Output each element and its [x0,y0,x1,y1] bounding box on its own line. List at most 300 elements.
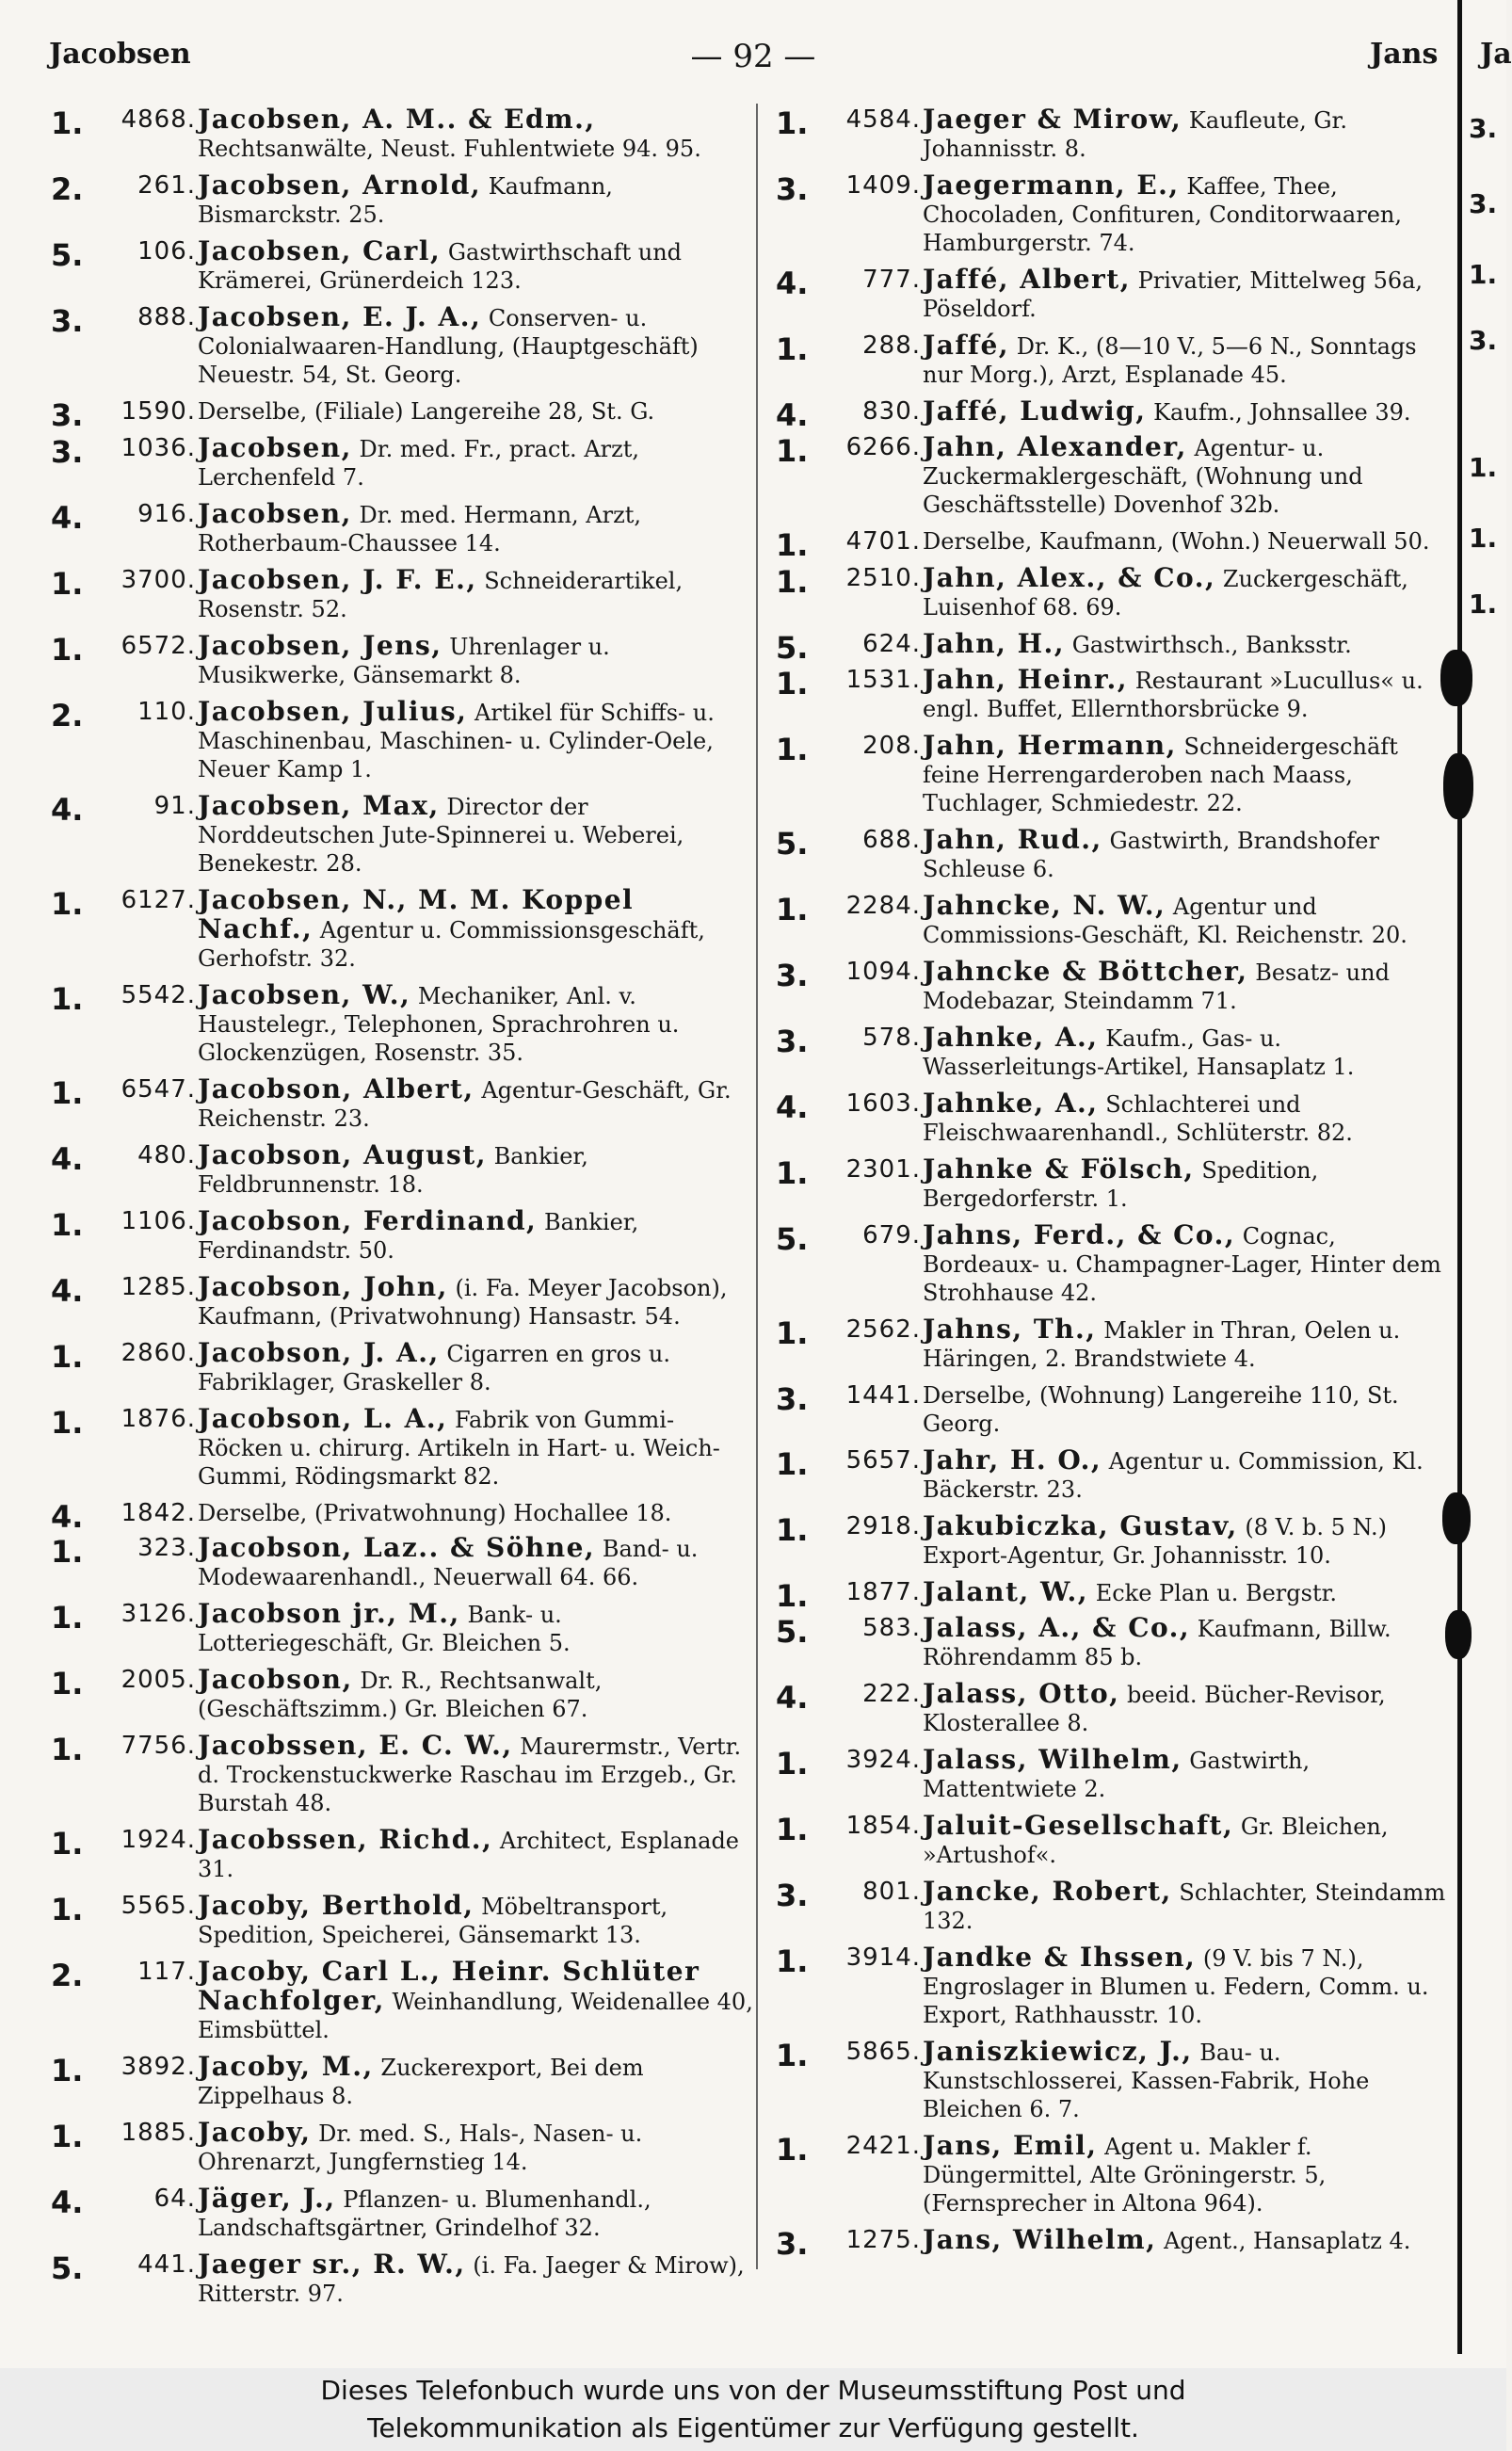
directory-entry [770,628,1457,666]
directory-entry [770,1381,1457,1438]
subscriber-details: Privatier, Mittelweg 56a, Pöseldorf. [923,267,1424,322]
subscriber-details: Agent u. Makler f. Düngermittel, Alte Gröningerstr. 5, (Fernsprecher in Altona 964). [923,2134,1327,2217]
telephone-number: 110. [137,698,196,726]
subscriber-details: Kaufleute, Gr. Johannisstr. 8. [923,107,1348,162]
subscriber-name: Jacobsen, Julius, [198,696,468,727]
exchange-district-number: 5. [776,630,809,666]
directory-entry [770,1315,1457,1373]
subscriber-details: (i. Fa. Meyer Jacobson), Kaufmann, (Privatwohnung) Hansastr. 54. [198,1275,728,1330]
telephone-number: 830. [862,397,921,426]
directory-entry [45,303,753,389]
subscriber-details: Band- u. Modewaarenhandl., Neuerwall 64. 66. [198,1536,699,1590]
subscriber-name: Jalass, Otto, [923,1678,1120,1709]
subscriber-name: Jandke & Ihssen, [923,1942,1197,1973]
directory-entry [770,1155,1457,1213]
telephone-number: 1885. [121,2119,196,2147]
directory-entry [45,1958,753,2044]
telephone-number: 91. [153,792,196,820]
exchange-district-number: 1. [51,981,84,1017]
directory-entry [770,2224,1457,2262]
subscriber-details: Agentur und Commissions-Geschäft, Kl. Reichenstr. 20. [923,894,1407,948]
telephone-number: 2284. [845,892,921,920]
subscriber-name: Jacobsen, E. J. A., [198,301,482,332]
subscriber-name: Jacoby, [198,2117,312,2148]
directory-entry [45,1892,753,1949]
subscriber-details: Pflanzen- u. Blumenhandl., Landschaftsgärtner, Grindelhof 32. [198,2186,651,2241]
subscriber-details: (8 V. b. 5 N.) Export-Agentur, Gr. Johannisstr. 10. [923,1514,1387,1569]
directory-entry [770,1576,1457,1614]
subscriber-details: Gr. Bleichen, »Artushof«. [923,1814,1389,1868]
exchange-district-number: 1. [51,2053,84,2088]
subscriber-details: Maurermstr., Vertr. d. Trockenstuckwerke Raschau im Erzgeb., Gr. Burstah 48. [198,1733,742,1816]
exchange-district-number: 1. [776,564,809,600]
directory-entry [770,1680,1457,1737]
subscriber-details: Restaurant »Lucullus« u. engl. Buffet, Ellernthorsbrücke 9. [923,668,1424,722]
exchange-district-number: 4. [51,792,84,828]
subscriber-details: Gastwirthsch., Banksstr. [1071,632,1352,658]
subscriber-details: (i. Fa. Jaeger & Mirow), Ritterstr. 97. [198,2252,745,2307]
subscriber-name: Jaeger & Mirow, [923,104,1182,135]
running-head-left: Jacobsen [49,38,191,71]
margin-digit: 3. [1469,113,1498,144]
exchange-district-number: 1. [776,527,809,563]
telephone-number: 3700. [121,566,196,594]
exchange-district-number: 3. [776,171,809,207]
subscriber-name: Jahns, Th., [923,1314,1097,1345]
subscriber-details: Makler in Thran, Oelen u. Häringen, 2. Brandstwiete 4. [923,1317,1401,1372]
exchange-district-number: 3. [776,1878,809,1913]
telephone-number: 7756. [121,1732,196,1760]
directory-entry [770,171,1457,257]
telephone-number: 583. [862,1614,921,1642]
subscriber-name: Jancke, Robert, [923,1876,1172,1907]
subscriber-details: Möbeltransport, Spedition, Speicherei, Gänsemarkt 13. [198,1894,668,1948]
exchange-district-number: 3. [776,2226,809,2262]
subscriber-name: Jacobssen, Richd., [198,1824,493,1855]
subscriber-details: Zuckerexport, Bei dem Zippelhaus 8. [198,2055,644,2109]
subscriber-name: Jaffé, Ludwig, [923,395,1147,427]
directory-entry [45,1405,753,1491]
directory-entry [45,2250,753,2308]
telephone-number: 679. [862,1221,921,1250]
subscriber-name: Jaeger sr., R. W., [198,2249,466,2280]
margin-digit: 1. [1469,589,1498,620]
telephone-number: 1036. [121,434,196,462]
directory-entry [45,632,753,689]
telephone-number: 1409. [845,171,921,200]
telephone-number: 688. [862,826,921,854]
page-number: — 92 — [690,38,816,75]
subscriber-name: Jahr, H. O., [923,1444,1102,1475]
telephone-number: 2301. [845,1155,921,1184]
subscriber-name: Jalass, Wilhelm, [923,1744,1182,1775]
subscriber-details: Schlachterei und Fleischwaarenhandl., Schlüterstr. 82. [923,1091,1353,1146]
subscriber-name: Jacobsen, Jens, [198,630,442,661]
page-edge-line [1457,0,1462,2354]
exchange-district-number: 5. [776,826,809,862]
subscriber-name: Jacobsen, A. M.. & Edm., [198,104,596,135]
subscriber-name: Jacoby, M., [198,2051,374,2082]
directory-entry [770,2038,1457,2123]
subscriber-name: Jacobsen, [198,498,352,529]
directory-entry [770,105,1457,163]
subscriber-details: Kaufmann, Bismarckstr. 25. [198,173,613,228]
telephone-number: 578. [862,1024,921,1052]
directory-entry [45,1732,753,1817]
subscriber-name: Jaegermann, E., [923,169,1180,201]
subscriber-details: beeid. Bücher-Revisor, Klosterallee 8. [923,1682,1386,1736]
directory-entry [45,886,753,973]
subscriber-name: Jahn, Alex., & Co., [923,562,1216,593]
telephone-number: 5542. [121,981,196,1009]
directory-entry [45,1207,753,1265]
subscriber-name: Janiszkiewicz, J., [923,2036,1193,2067]
exchange-district-number: 1. [776,1315,809,1351]
telephone-number: 3914. [845,1943,921,1972]
exchange-district-number: 5. [776,1614,809,1650]
subscriber-details: Dr. med. Hermann, Arzt, Rotherbaum-Chaussee 14. [198,502,642,556]
exchange-district-number: 1. [776,666,809,701]
exchange-district-number: 4. [776,1089,809,1125]
subscriber-details: Fabrik von Gummi-Röcken u. chirurg. Artikeln in Hart- u. Weich-Gummi, Rödingsmarkt 82. [198,1407,720,1490]
subscriber-name: Jahn, Alexander, [923,431,1187,462]
telephone-number: 2562. [845,1315,921,1344]
directory-entry [45,1826,753,1883]
telephone-number: 1877. [845,1578,921,1606]
exchange-district-number: 5. [51,2250,84,2286]
telephone-number: 1876. [121,1405,196,1433]
subscriber-details: Rechtsanwälte, Neust. Fuhlentwiete 94. 95. [198,136,701,162]
directory-entry [770,1614,1457,1671]
exchange-district-number: 1. [51,1892,84,1927]
telephone-number: 2421. [845,2132,921,2160]
subscriber-details: Gastwirth, Mattentwiete 2. [923,1748,1311,1802]
subscriber-name: Jahncke, N. W., [923,890,1166,921]
subscriber-details: Director der Norddeutschen Jute-Spinnerei u. Weberei, Benekestr. 28. [198,794,684,877]
directory-entry [770,1746,1457,1803]
exchange-district-number: 1. [51,2119,84,2154]
subscriber-details: Spedition, Bergedorferstr. 1. [923,1157,1319,1212]
subscriber-details: Agentur-Geschäft, Gr. Reichenstr. 23. [198,1077,732,1132]
subscriber-details: (9 V. bis 7 N.), Engroslager in Blumen u. Federn, Comm. u. Export, Rathhausstr. 10. [923,1945,1429,2028]
ink-blot [1445,1610,1472,1659]
directory-entry [770,331,1457,389]
telephone-number: 888. [137,303,196,331]
directory-entry [770,666,1457,723]
exchange-district-number: 1. [51,105,84,141]
exchange-district-number: 1. [51,1405,84,1441]
exchange-district-number: 5. [776,1221,809,1257]
exchange-district-number: 3. [51,303,84,339]
subscriber-details: Dr. med. S., Hals-, Nasen- u. Ohrenarzt, Jungfernstieg 14. [198,2120,643,2175]
footer-line-2: Telekommunikation als Eigentümer zur Verfügung gestellt. [367,2412,1139,2443]
subscriber-name: Jacobson, L. A., [198,1403,448,1434]
subscriber-details: Agentur u. Commission, Kl. Bäckerstr. 23. [923,1448,1424,1503]
exchange-district-number: 1. [776,1155,809,1191]
subscriber-details: Zuckergeschäft, Luisenhof 68. 69. [923,566,1408,621]
telephone-number: 1106. [121,1207,196,1235]
directory-entry [770,1089,1457,1147]
subscriber-details: Bank- u. Lotteriegeschäft, Gr. Bleichen 5. [198,1602,571,1656]
subscriber-details: Mechaniker, Anl. v. Haustelegr., Telephonen, Sprachrohren u. Glockenzügen, Rosenstr. 35. [198,983,680,1066]
telephone-number: 624. [862,630,921,658]
exchange-district-number: 3. [51,434,84,470]
exchange-district-number: 1. [51,632,84,668]
telephone-number: 1842. [121,1499,196,1527]
subscriber-details: Conserven- u. Colonialwaaren-Handlung, (Hauptgeschäft) Neuestr. 54, St. Georg. [198,305,699,388]
subscriber-name: Jahn, Heinr., [923,664,1129,695]
telephone-number: 1603. [845,1089,921,1118]
directory-entry [770,1943,1457,2029]
subscriber-details: Bankier, Feldbrunnenstr. 18. [198,1143,588,1198]
exchange-district-number: 4. [51,1499,84,1535]
subscriber-details: Weinhandlung, Weidenallee 40, Eimsbüttel. [198,1989,753,2043]
exchange-district-number: 1. [51,1600,84,1636]
directory-entry [770,1878,1457,1935]
subscriber-name: Jacobssen, E. C. W., [198,1730,513,1761]
subscriber-name: Jahn, H., [923,628,1066,659]
exchange-district-number: 1. [51,1207,84,1243]
subscriber-details: Bankier, Ferdinandstr. 50. [198,1209,639,1264]
exchange-district-number: 2. [51,1958,84,1993]
telephone-number: 3924. [845,1746,921,1774]
subscriber-name: Jalant, W., [923,1576,1089,1607]
exchange-district-number: 1. [776,892,809,927]
subscriber-name: Jahns, Ferd., & Co., [923,1219,1236,1250]
directory-entry [770,433,1457,519]
telephone-number: 4701. [845,527,921,556]
exchange-district-number: 1. [776,433,809,469]
telephone-number: 64. [153,2185,196,2213]
margin-digit: 1. [1469,259,1498,290]
exchange-district-number: 4. [776,266,809,301]
subscriber-details: Schlachter, Steindamm 132. [923,1879,1446,1934]
directory-entry [45,2053,753,2110]
footer-line-1: Dieses Telefonbuch wurde uns von der Museumsstiftung Post und [320,2375,1186,2406]
telephone-number: 4584. [845,105,921,134]
subscriber-details: Kaufmann, Billw. Röhrendamm 85 b. [923,1616,1391,1670]
exchange-district-number: 1. [51,566,84,602]
directory-entry [770,1221,1457,1307]
subscriber-details: Derselbe, (Privatwohnung) Hochallee 18. [198,1500,672,1526]
subscriber-name: Jahn, Rud., [923,824,1102,855]
telephone-number: 1441. [845,1381,921,1410]
telephone-number: 480. [137,1141,196,1169]
subscriber-name: Jans, Wilhelm, [923,2224,1157,2255]
subscriber-details: Kaufm., Johnsallee 39. [1153,399,1411,426]
subscriber-details: Agentur u. Commissionsgeschäft, Gerhofstr. 32. [198,917,705,972]
exchange-district-number: 1. [776,2038,809,2073]
telephone-number: 261. [137,171,196,200]
subscriber-details: Bau- u. Kunstschlosserei, Kassen-Fabrik, Hohe Bleichen 6. 7. [923,2040,1370,2122]
subscriber-name: Jacobsen, Max, [198,790,440,821]
telephone-number: 6266. [845,433,921,461]
directory-entry [45,1339,753,1396]
subscriber-details: Derselbe, (Filiale) Langereihe 28, St. G. [198,398,655,425]
subscriber-name: Jacobsen, [198,432,352,463]
directory-entry [45,171,753,229]
exchange-district-number: 1. [776,1446,809,1482]
directory-entry [45,1075,753,1133]
telephone-number: 1924. [121,1826,196,1854]
subscriber-name: Jacobson, J. A., [198,1337,440,1368]
subscriber-details: Schneidergeschäft feine Herrengarderoben nach Maass, Tuchlager, Schmiedestr. 22. [923,734,1398,816]
subscriber-name: Jacobsen, W., [198,979,411,1010]
telephone-number: 4868. [121,105,196,134]
directory-entry [45,397,753,433]
subscriber-details: Derselbe, Kaufmann, (Wohn.) Neuerwall 50. [923,528,1430,555]
directory-entry [45,792,753,878]
subscriber-details: Ecke Plan u. Bergstr. [1095,1580,1338,1606]
subscriber-name: Jahnke, A., [923,1088,1099,1119]
exchange-district-number: 1. [776,1812,809,1847]
directory-entry [770,1024,1457,1081]
telephone-number: 288. [862,331,921,360]
telephone-number: 1854. [845,1812,921,1840]
telephone-number: 323. [137,1534,196,1562]
subscriber-details: Derselbe, (Wohnung) Langereihe 110, St. Georg. [923,1382,1399,1437]
exchange-district-number: 4. [51,500,84,536]
subscriber-details: Dr. K., (8—10 V., 5—6 N., Sonntags nur Morg.), Arzt, Esplanade 45. [923,333,1417,388]
exchange-district-number: 1. [51,1666,84,1701]
directory-entry [45,434,753,492]
exchange-district-number: 1. [776,2132,809,2168]
subscriber-details: Uhrenlager u. Musikwerke, Gänsemarkt 8. [198,634,610,688]
telephone-number: 5657. [845,1446,921,1475]
directory-entry [770,732,1457,817]
subscriber-details: Dr. R., Rechtsanwalt, (Geschäftszimm.) Gr. Bleichen 67. [198,1668,603,1722]
directory-entry [770,958,1457,1015]
subscriber-name: Jacobsen, Arnold, [198,169,482,201]
subscriber-details: Agentur- u. Zuckermaklergeschäft, (Wohnung und Geschäftsstelle) Dovenhof 32b. [923,435,1363,518]
subscriber-name: Jacobson, Albert, [198,1073,475,1105]
telephone-number: 6127. [121,886,196,914]
subscriber-name: Jacoby, Carl L., Heinr. Schlüter Nachfolger, [198,1956,700,2016]
telephone-number: 117. [137,1958,196,1986]
telephone-number: 208. [862,732,921,760]
telephone-number: 2918. [845,1512,921,1540]
telephone-number: 441. [137,2250,196,2279]
subscriber-details: Kaufm., Gas- u. Wasserleitungs-Artikel, Hansaplatz 1. [923,1025,1355,1080]
exchange-district-number: 4. [51,1273,84,1309]
subscriber-details: Cognac, Bordeaux- u. Champagner-Lager, Hinter dem Strohhause 42. [923,1223,1441,1306]
subscriber-details: Dr. med. Fr., pract. Arzt, Lerchenfeld 7. [198,436,640,491]
subscriber-name: Jacobson jr., M., [198,1598,460,1629]
exchange-district-number: 4. [51,2185,84,2220]
exchange-district-number: 1. [776,1943,809,1979]
directory-entry [770,892,1457,949]
telephone-number: 3892. [121,2053,196,2081]
telephone-number: 1590. [121,397,196,426]
telephone-number: 2860. [121,1339,196,1367]
directory-entry [45,2185,753,2242]
telephone-number: 5565. [121,1892,196,1920]
directory-entry [45,566,753,623]
subscriber-name: Jäger, J., [198,2183,336,2214]
right-column [770,105,1457,2262]
next-page-edge-text: Ja [1480,38,1512,71]
directory-entry [45,1600,753,1657]
directory-entry [770,1512,1457,1570]
telephone-number: 2005. [121,1666,196,1694]
directory-entry [770,1446,1457,1504]
telephone-number: 222. [862,1680,921,1708]
exchange-district-number: 4. [51,1141,84,1177]
subscriber-name: Jacobson, Ferdinand, [198,1205,538,1236]
directory-entry [45,2119,753,2176]
exchange-district-number: 2. [51,698,84,734]
subscriber-details: Artikel für Schiffs- u. Maschinenbau, Maschinen- u. Cylinder-Oele, Neuer Kamp 1. [198,700,715,782]
exchange-district-number: 1. [776,331,809,367]
telephone-number: 3126. [121,1600,196,1628]
exchange-district-number: 1. [51,886,84,922]
margin-digit: 1. [1469,523,1498,554]
subscriber-name: Jacobson, Laz.. & Söhne, [198,1532,596,1563]
subscriber-details: Cigarren en gros u. Fabriklager, Graskeller 8. [198,1341,670,1395]
subscriber-details: Besatz- und Modebazar, Steindamm 71. [923,959,1390,1014]
subscriber-name: Jacobson, August, [198,1139,487,1170]
subscriber-details: Kaffee, Thee, Chocoladen, Confituren, Conditorwaaren, Hamburgerstr. 74. [923,173,1402,256]
exchange-district-number: 1. [51,1732,84,1767]
column-divider [756,104,758,2269]
attribution-footer [0,2368,1506,2451]
directory-entry [770,266,1457,323]
subscriber-name: Jaffé, Albert, [923,264,1131,295]
directory-entry [45,1534,753,1591]
directory-entry [45,1141,753,1199]
telephone-number: 6572. [121,632,196,660]
telephone-number: 106. [137,237,196,266]
telephone-number: 1285. [121,1273,196,1301]
subscriber-name: Jacobsen, Carl, [198,235,442,266]
exchange-district-number: 2. [51,171,84,207]
subscriber-details: Schneiderartikel, Rosenstr. 52. [198,568,684,622]
exchange-district-number: 3. [776,1024,809,1059]
telephone-number: 5865. [845,2038,921,2066]
subscriber-name: Jalass, A., & Co., [923,1612,1191,1643]
running-head-right: Jans [1370,38,1439,71]
subscriber-name: Jahn, Hermann, [923,730,1177,761]
telephone-number: 801. [862,1878,921,1906]
ink-blot [1442,1492,1471,1544]
directory-entry [45,1499,753,1535]
subscriber-name: Jaluit-Gesellschaft, [923,1810,1234,1841]
directory-entry [45,237,753,295]
subscriber-name: Jacobson, [198,1664,353,1695]
directory-entry [770,564,1457,621]
subscriber-name: Jaffé, [923,330,1010,361]
ink-blot [1440,650,1472,706]
telephone-number: 916. [137,500,196,528]
exchange-district-number: 1. [51,1339,84,1375]
subscriber-details: Gastwirth, Brandshofer Schleuse 6. [923,828,1379,882]
margin-digit: 3. [1469,188,1498,219]
subscriber-name: Jacobson, John, [198,1271,448,1302]
exchange-district-number: 3. [51,397,84,433]
subscriber-name: Jacobsen, J. F. E., [198,564,477,595]
telephone-number: 6547. [121,1075,196,1104]
exchange-district-number: 1. [776,1746,809,1782]
directory-entry [45,698,753,783]
exchange-district-number: 1. [51,1534,84,1570]
subscriber-name: Jacobsen, N., M. M. Koppel Nachf., [198,884,635,944]
exchange-district-number: 1. [51,1075,84,1111]
telephone-number: 2510. [845,564,921,592]
subscriber-name: Jans, Emil, [923,2130,1098,2161]
telephone-number: 1275. [845,2226,921,2254]
telephone-number: 1094. [845,958,921,986]
directory-entry [45,500,753,557]
